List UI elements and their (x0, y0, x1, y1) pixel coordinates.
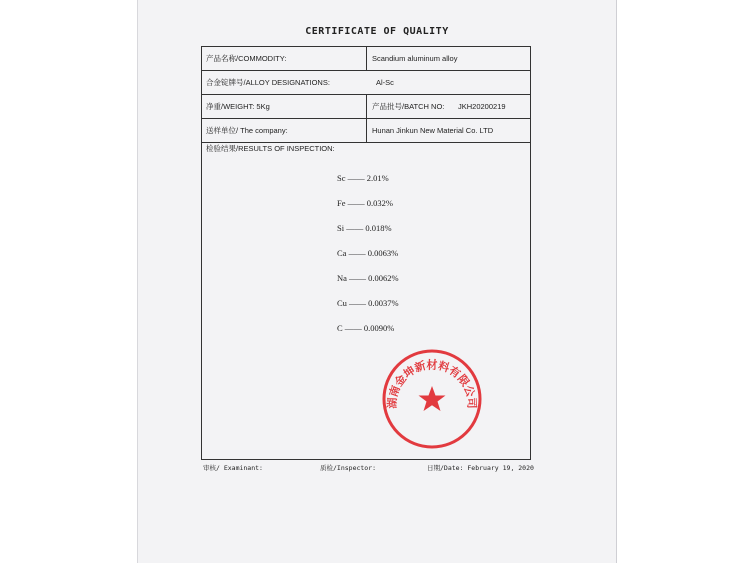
company-seal-stamp (380, 347, 484, 451)
commodity-value: Scandium aluminum alloy (372, 54, 458, 63)
inspection-label: 检验结果/RESULTS OF INSPECTION: (206, 144, 335, 153)
result-na: Na —— 0.0062% (337, 273, 399, 283)
result-si: Si —— 0.018% (337, 223, 392, 233)
batch-label: 产品批号/BATCH NO: (372, 102, 445, 111)
certificate-title: CERTIFICATE OF QUALITY (305, 26, 449, 37)
commodity-row (202, 47, 530, 71)
result-ca: Ca —— 0.0063% (337, 248, 399, 258)
alloy-value: Al-Sc (376, 78, 394, 87)
result-c: C —— 0.0090% (337, 323, 395, 333)
weight-label: 净重/WEIGHT: 5Kg (206, 102, 270, 111)
result-cu: Cu —— 0.0037% (337, 298, 399, 308)
date-field: 日期/Date: February 19, 2020 (427, 464, 534, 472)
company-label: 送样单位/ The company: (206, 126, 288, 135)
commodity-label: 产品名称/COMMODITY: (206, 54, 287, 63)
result-fe: Fe —— 0.032% (337, 198, 393, 208)
inspection-results (337, 172, 399, 347)
seal-text: 湖南金坤新材料有限公司 (385, 358, 479, 409)
alloy-label: 合金锭牌号/ALLOY DESIGNATIONS: (206, 78, 330, 87)
result-sc: Sc —— 2.01% (337, 173, 389, 183)
certificate-page (137, 0, 617, 563)
weight-batch-row (202, 95, 530, 119)
seal-star-icon (419, 386, 446, 411)
company-value: Hunan Jinkun New Material Co. LTD (372, 126, 494, 135)
examinant-field: 审核/ Examinant: (203, 464, 263, 472)
batch-value: JKH20200219 (458, 102, 506, 111)
alloy-row (202, 71, 530, 95)
inspector-field: 质检/Inspector: (320, 464, 377, 472)
company-row (202, 119, 530, 143)
